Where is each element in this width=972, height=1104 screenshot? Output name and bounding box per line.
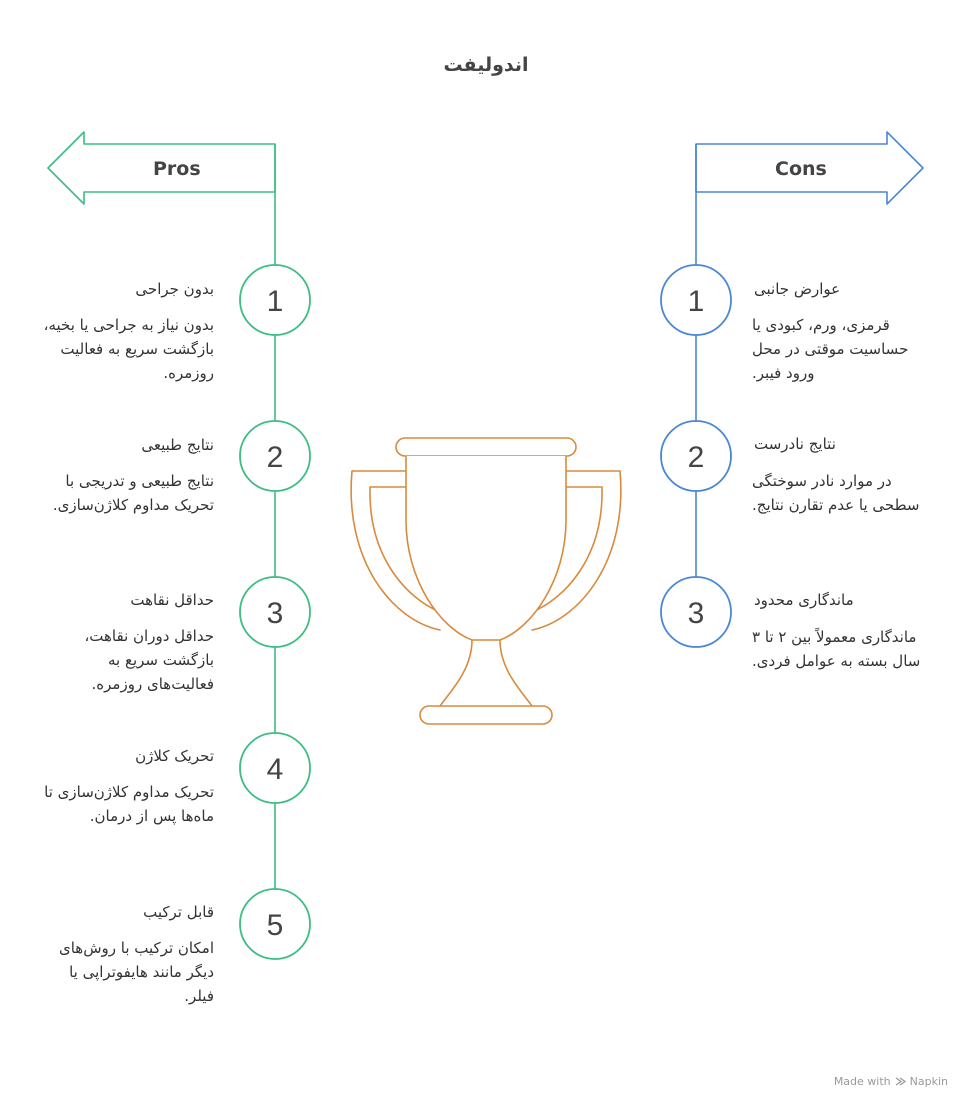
svg-text:1: 1 [266,285,284,318]
pros-item-5-title: قابل ترکیب [143,903,214,921]
svg-text:4: 4 [266,753,284,786]
cons-item-3-title: ماندگاری محدود [754,591,854,609]
cons-item-2-desc: در موارد نادر سوختگی سطحی یا عدم تقارن نتایج. [752,472,920,514]
pros-item-3-desc: حداقل دوران نقاهت، بازگشت سریع به فعالیت‌های روزمره. [84,627,214,693]
cons-item-1-desc: قرمزی، ورم، کبودی یا حساسیت موقتی در محل ورود فیبر. [752,316,909,382]
svg-text:3: 3 [687,597,705,630]
svg-text:2: 2 [266,441,284,474]
made-with-napkin[interactable] [834,1075,948,1088]
napkin-logo-icon [895,1076,906,1087]
pros-item-4-desc: تحریک مداوم کلاژن‌سازی تا ماه‌ها پس از درمان. [44,783,214,825]
svg-text:3: 3 [266,597,284,630]
cons-item-1-title: عوارض جانبی [754,280,841,298]
trophy-icon [351,438,621,724]
svg-text:2: 2 [687,441,705,474]
pros-item-3-title: حداقل نقاهت [130,591,214,609]
pros-circle-1 [240,265,310,335]
pros-label: Pros [153,158,201,180]
made-with-text: Made with [833,1075,891,1088]
napkin-brand: Napkin [909,1075,948,1088]
pros-item-1-title: بدون جراحی [135,280,214,298]
pros-item-5-desc: امکان ترکیب با روش‌های دیگر مانند هایفوتراپی یا فیلر. [59,939,214,1005]
cons-circle-2 [661,421,731,491]
cons-item-2-title: نتایج نادرست [754,435,836,453]
pros-item-4-title: تحریک کلاژن [135,747,214,765]
pros-item-1-desc: بدون نیاز به جراحی یا بخیه، بازگشت سریع به فعالیت روزمره. [43,316,214,382]
cons-label: Cons [775,158,827,180]
pros-circle-5 [240,889,310,959]
pros-circle-3 [240,577,310,647]
pros-circle-4 [240,733,310,803]
pros-item-2-desc: نتایج طبیعی و تدریجی با تحریک مداوم کلاژن‌سازی. [52,472,214,514]
cons-circle-1 [661,265,731,335]
svg-text:1: 1 [687,285,705,318]
pros-item-2-title: نتایج طبیعی [141,436,214,454]
diagram-title: اندولیفت [443,54,529,76]
cons-circle-3 [661,577,731,647]
cons-item-3-desc: ماندگاری معمولاً بین ۲ تا ۳ سال بسته به عوامل فردی. [752,628,921,670]
svg-text:5: 5 [266,909,284,942]
pros-circle-2 [240,421,310,491]
